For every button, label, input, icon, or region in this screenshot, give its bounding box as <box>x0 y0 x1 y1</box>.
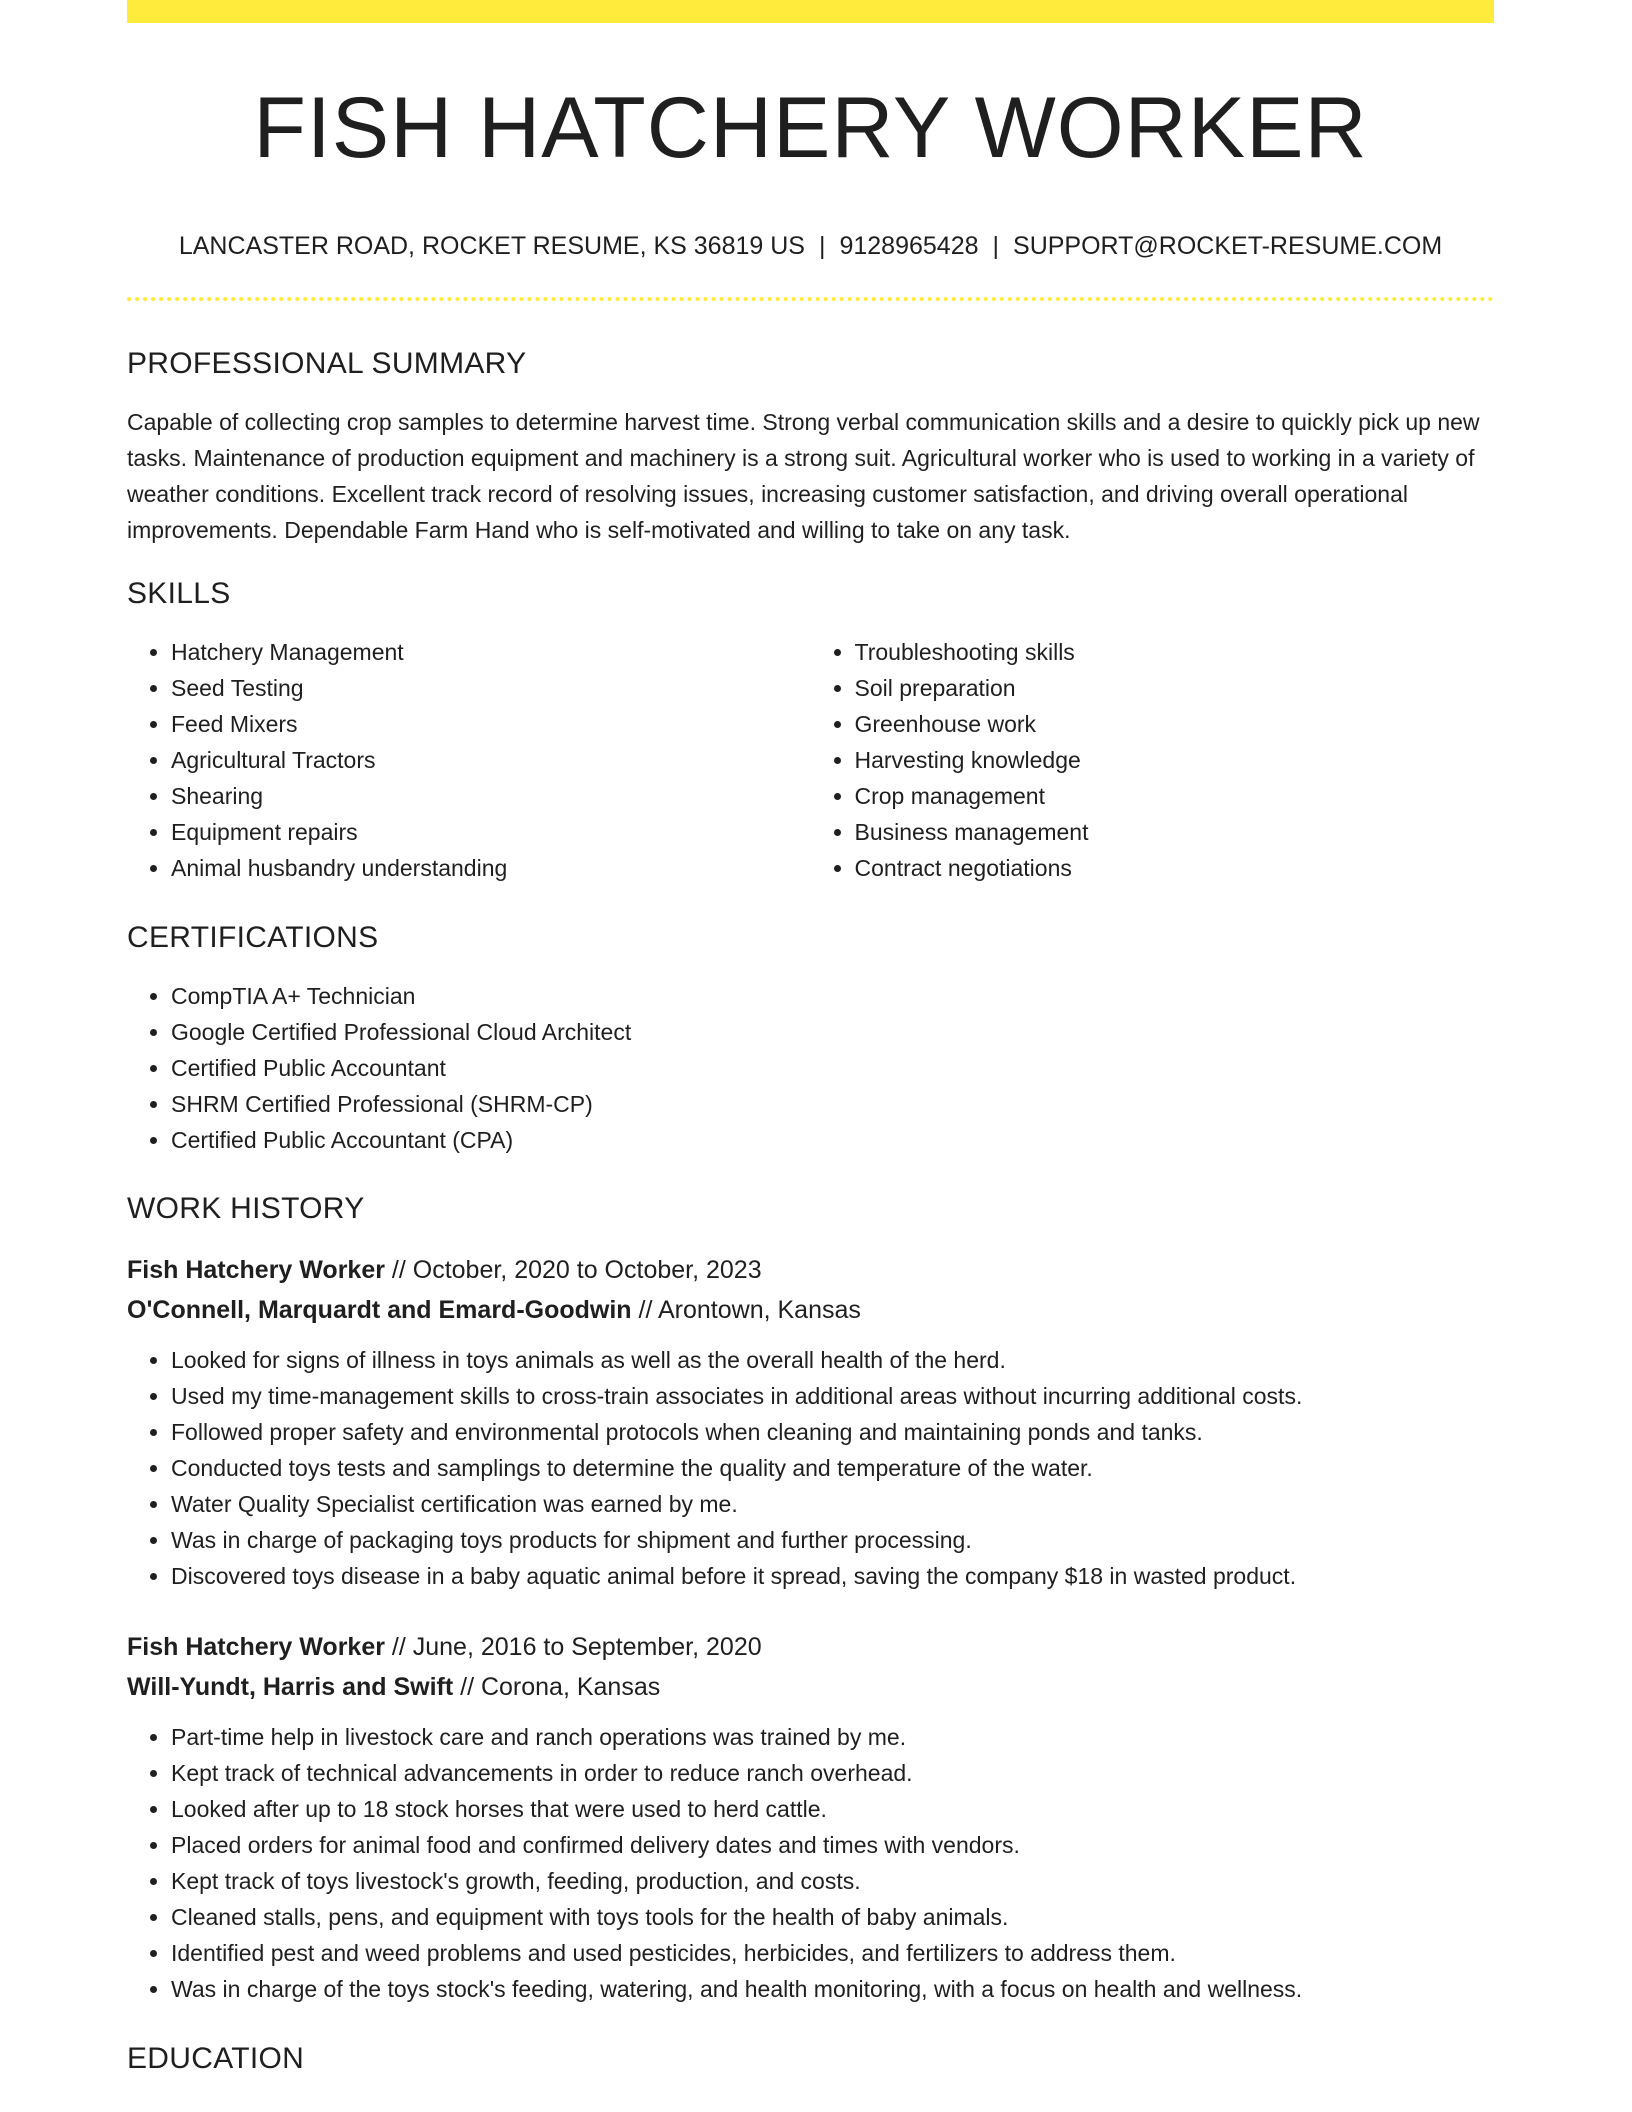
summary-text: Capable of collecting crop samples to determine harvest time. Strong verbal communication skills and a desire to quickly pick up new tasks. Maintenance of production equipment and machinery is a strong suit. Agricultural worker who is used to working in a variety of weather conditions. Excellent track record of resolving issues, increasing customer satisfaction, and driving overall operational improvements. Dependable Farm Hand who is self-motivated and willing to take on any task. <box>127 409 1480 543</box>
skills-list-left <box>127 634 811 886</box>
job-role-line <box>127 1250 1494 1290</box>
skill-item: • Animal husbandry understanding <box>171 850 811 886</box>
top-accent-bar <box>127 0 1494 23</box>
skills-list-right <box>811 634 1495 886</box>
job-bullets <box>127 1719 1494 2007</box>
job-bullet: • Followed proper safety and environmental protocols when cleaning and maintaining ponds and tanks. <box>171 1414 1494 1450</box>
resume-page <box>127 0 1494 2074</box>
skill-item: • Soil preparation <box>855 670 1495 706</box>
job-bullet: • Looked after up to 18 stock horses that were used to herd cattle. <box>171 1791 1494 1827</box>
job-company: O'Connell, Marquardt and Emard-Goodwin <box>127 1296 632 1324</box>
job-role: Fish Hatchery Worker <box>127 1633 385 1661</box>
dotted-divider <box>127 297 1494 301</box>
job-bullet: • Discovered toys disease in a baby aquatic animal before it spread, saving the company $18 in wasted product. <box>171 1558 1494 1594</box>
job-company-line <box>127 1290 1494 1330</box>
certification-item: • Certified Public Accountant (CPA) <box>171 1122 1494 1158</box>
skill-item: • Feed Mixers <box>171 706 811 742</box>
contact-separator: | <box>992 232 1000 260</box>
skill-item: • Harvesting knowledge <box>855 742 1495 778</box>
certifications-heading: CERTIFICATIONS <box>127 921 379 954</box>
skill-item: • Crop management <box>855 778 1495 814</box>
certifications-list <box>127 978 1494 1158</box>
job-location: // Corona, Kansas <box>453 1673 661 1701</box>
job-company-line <box>127 1667 1494 1707</box>
job-bullet: • Was in charge of the toys stock's feeding, watering, and health monitoring, with a focus on health and wellness. <box>171 1971 1494 2007</box>
job-bullet: • Water Quality Specialist certification was earned by me. <box>171 1486 1494 1522</box>
skill-item: • Agricultural Tractors <box>171 742 811 778</box>
job-bullet: • Looked for signs of illness in toys animals as well as the overall health of the herd. <box>171 1342 1494 1378</box>
job-role-line <box>127 1627 1494 1667</box>
contact-address: LANCASTER ROAD, ROCKET RESUME, KS 36819 US <box>178 232 805 260</box>
certification-item: • SHRM Certified Professional (SHRM-CP) <box>171 1086 1494 1122</box>
resume-title: FISH HATCHERY WORKER <box>253 80 1368 176</box>
skill-item: • Seed Testing <box>171 670 811 706</box>
job-bullet: • Cleaned stalls, pens, and equipment with toys tools for the health of baby animals. <box>171 1899 1494 1935</box>
skill-item: • Greenhouse work <box>855 706 1495 742</box>
job-bullet: • Part-time help in livestock care and ranch operations was trained by me. <box>171 1719 1494 1755</box>
job-role: Fish Hatchery Worker <box>127 1256 385 1284</box>
certification-item: • Certified Public Accountant <box>171 1050 1494 1086</box>
skill-item: • Shearing <box>171 778 811 814</box>
skill-item: • Business management <box>855 814 1495 850</box>
job-entry <box>127 1627 1494 2007</box>
job-company: Will-Yundt, Harris and Swift <box>127 1673 454 1701</box>
contact-line <box>127 234 1494 259</box>
job-bullet: • Conducted toys tests and samplings to determine the quality and temperature of the water. <box>171 1450 1494 1486</box>
job-dates: // October, 2020 to October, 2023 <box>384 1256 762 1284</box>
contact-separator: | <box>818 232 826 260</box>
job-bullet: • Used my time-management skills to cross-train associates in additional areas without incurring additional costs. <box>171 1378 1494 1414</box>
certification-item: • Google Certified Professional Cloud Architect <box>171 1014 1494 1050</box>
job-bullet: • Was in charge of packaging toys products for shipment and further processing. <box>171 1522 1494 1558</box>
skill-item: • Contract negotiations <box>855 850 1495 886</box>
skills-columns <box>127 634 1494 886</box>
certification-item: • CompTIA A+ Technician <box>171 978 1494 1014</box>
job-bullet: • Identified pest and weed problems and used pesticides, herbicides, and fertilizers to address them. <box>171 1935 1494 1971</box>
job-bullet: • Placed orders for animal food and confirmed delivery dates and times with vendors. <box>171 1827 1494 1863</box>
job-bullet: • Kept track of technical advancements in order to reduce ranch overhead. <box>171 1755 1494 1791</box>
skill-item: • Equipment repairs <box>171 814 811 850</box>
skill-item: • Troubleshooting skills <box>855 634 1495 670</box>
skills-heading: SKILLS <box>127 577 231 610</box>
job-dates: // June, 2016 to September, 2020 <box>384 1633 762 1661</box>
contact-email[interactable]: SUPPORT@ROCKET-RESUME.COM <box>1013 232 1443 260</box>
job-bullets <box>127 1342 1494 1594</box>
contact-phone[interactable]: 9128965428 <box>839 232 979 260</box>
summary-heading: PROFESSIONAL SUMMARY <box>127 347 527 380</box>
skill-item: • Hatchery Management <box>171 634 811 670</box>
job-location: // Arontown, Kansas <box>631 1296 861 1324</box>
job-entry <box>127 1250 1494 1594</box>
education-heading: EDUCATION <box>127 2042 305 2075</box>
work-history-heading: WORK HISTORY <box>127 1192 365 1225</box>
job-bullet: • Kept track of toys livestock's growth, feeding, production, and costs. <box>171 1863 1494 1899</box>
